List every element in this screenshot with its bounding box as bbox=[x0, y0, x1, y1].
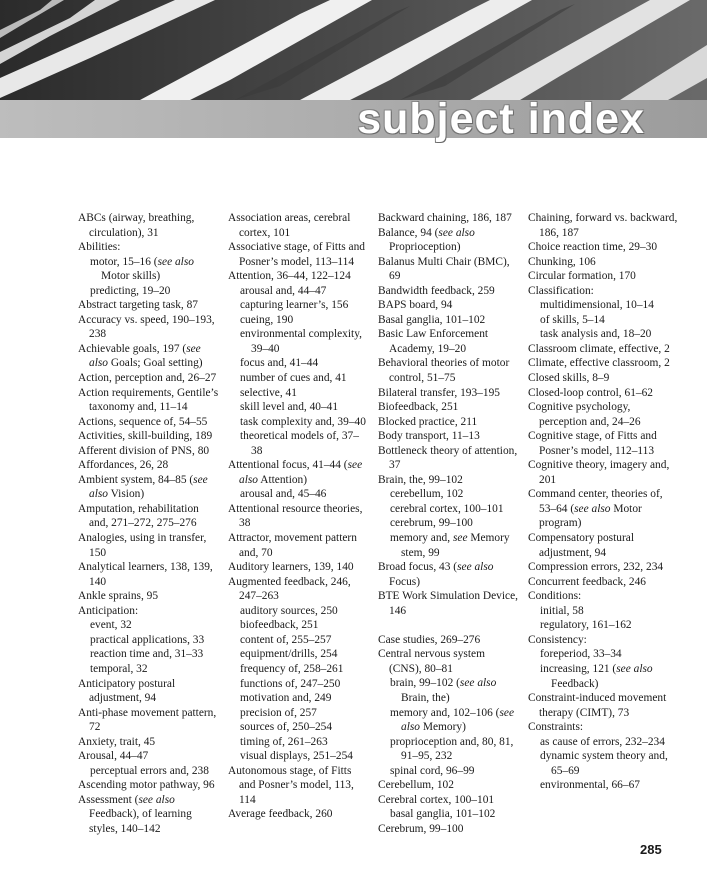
index-entry: Bilateral transfer, 193–195 bbox=[378, 386, 500, 399]
index-entry: Conditions: bbox=[528, 590, 582, 603]
index-subentry: task complexity and, 39–40 bbox=[240, 415, 366, 428]
index-subentry: environmental, 66–67 bbox=[540, 779, 640, 792]
index-entry: Attractor, movement pattern and, 70 bbox=[228, 532, 357, 559]
index-subentry: brain, 99–102 (see also Brain, the) bbox=[390, 677, 497, 704]
index-subentry: number of cues and, 41 bbox=[240, 372, 347, 385]
index-subentry: spinal cord, 96–99 bbox=[390, 764, 475, 777]
index-subentry: precision of, 257 bbox=[240, 706, 317, 719]
index-entry: Cognitive psychology, perception and, 24–26 bbox=[528, 401, 641, 428]
index-entry: Closed skills, 8–9 bbox=[528, 372, 610, 385]
index-entry: Attentional resource theories, 38 bbox=[228, 502, 363, 530]
index-subentry: environmental complexity, 39–40 bbox=[240, 328, 362, 355]
index-entry: Cognitive stage, of Fitts and Posner’s model, 112–113 bbox=[528, 430, 657, 457]
index-subentry: timing of, 261–263 bbox=[240, 735, 328, 748]
index-entry: Attention, 36–44, 122–124 bbox=[228, 270, 351, 283]
index-entry: Blocked practice, 211 bbox=[378, 415, 478, 428]
index-entry: Balance, 94 (see also Proprioception) bbox=[378, 226, 475, 254]
index-entry: Average feedback, 260 bbox=[228, 808, 333, 821]
index-subentry: arousal and, 44–47 bbox=[240, 284, 327, 297]
index-entry: Cognitive theory, imagery and, 201 bbox=[528, 459, 670, 486]
index-entry: ABCs (airway, breathing, circulation), 31 bbox=[78, 212, 195, 239]
index-entry: Classification: bbox=[528, 284, 594, 297]
index-column-1 bbox=[78, 211, 220, 837]
index-entry: Compensatory postural adjustment, 94 bbox=[528, 532, 634, 559]
index-entry: Classroom climate, effective, 2 bbox=[528, 342, 670, 355]
index-subentry: memory and, 102–106 (see also Memory) bbox=[390, 706, 515, 734]
index-entry: Achievable goals, 197 (see also Goals; Goal setting) bbox=[78, 342, 203, 370]
index-entry: BAPS board, 94 bbox=[378, 299, 453, 312]
index-subentry: foreperiod, 33–34 bbox=[540, 648, 622, 661]
index-entry: Circular formation, 170 bbox=[528, 270, 636, 283]
index-entry: Balanus Multi Chair (BMC), 69 bbox=[378, 255, 510, 283]
index-entry: Chaining, forward vs. backward, 186, 187 bbox=[528, 212, 678, 239]
index-entry: Cerebrum, 99–100 bbox=[378, 822, 464, 835]
index-column-3 bbox=[378, 211, 520, 836]
index-subentry: memory and, see Memory stem, 99 bbox=[390, 532, 510, 559]
index-subentry: skill level and, 40–41 bbox=[240, 401, 339, 414]
index-subentry: increasing, 121 (see also Feedback) bbox=[540, 662, 653, 690]
index-entry: Afferent division of PNS, 80 bbox=[78, 444, 210, 457]
index-entry: Anticipation: bbox=[78, 604, 139, 617]
index-subentry: selective, 41 bbox=[240, 386, 297, 399]
index-entry: Bottleneck theory of attention, 37 bbox=[378, 444, 518, 472]
index-entry: Accuracy vs. speed, 190–193, 238 bbox=[78, 313, 215, 341]
index-subentry: proprioception and, 80, 81, 91–95, 232 bbox=[390, 735, 514, 763]
index-subentry: frequency of, 258–261 bbox=[240, 662, 344, 675]
index-entry: Cerebellum, 102 bbox=[378, 779, 454, 792]
index-entry: Abstract targeting task, 87 bbox=[78, 299, 198, 312]
index-entry: Anxiety, trait, 45 bbox=[78, 735, 156, 748]
page-number: 285 bbox=[640, 842, 662, 857]
index-entry: Ascending motor pathway, 96 bbox=[78, 779, 215, 792]
index-subentry: content of, 255–257 bbox=[240, 633, 332, 646]
index-subentry: cerebral cortex, 100–101 bbox=[390, 502, 504, 515]
index-column-2 bbox=[228, 211, 370, 822]
index-entry: Analogies, using in transfer, 150 bbox=[78, 532, 207, 559]
index-entry: Action requirements, Gentile’s taxonomy and, 11–14 bbox=[78, 386, 219, 414]
index-entry: Central nervous system (CNS), 80–81 bbox=[378, 648, 485, 675]
index-entry: BTE Work Simulation Device, 146 bbox=[378, 590, 518, 617]
index-entry: Broad focus, 43 (see also Focus) bbox=[378, 561, 494, 588]
index-subentry: cueing, 190 bbox=[240, 313, 294, 326]
index-entry: Consistency: bbox=[528, 633, 587, 646]
index-subentry: as cause of errors, 232–234 bbox=[540, 735, 665, 748]
index-subentry: auditory sources, 250 bbox=[240, 604, 338, 617]
index-subentry: practical applications, 33 bbox=[90, 633, 205, 646]
index-entry: Body transport, 11–13 bbox=[378, 430, 480, 443]
index-entry: Case studies, 269–276 bbox=[378, 633, 481, 646]
index-subentry: regulatory, 161–162 bbox=[540, 619, 632, 632]
index-entry: Constraint-induced movement therapy (CIMT), 73 bbox=[528, 692, 667, 719]
index-entry: Ambient system, 84–85 (see also Vision) bbox=[78, 473, 208, 501]
index-entry: Biofeedback, 251 bbox=[378, 401, 459, 414]
index-entry: Command center, theories of, 53–64 (see also Motor program) bbox=[528, 488, 663, 530]
index-subentry: perceptual errors and, 238 bbox=[90, 764, 209, 777]
index-entry: Attentional focus, 41–44 (see also Attention) bbox=[228, 459, 363, 486]
index-entry: Chunking, 106 bbox=[528, 255, 596, 268]
index-entry: Anti-phase movement pattern, 72 bbox=[78, 706, 217, 734]
index-entry: Augmented feedback, 246, 247–263 bbox=[228, 575, 351, 603]
index-subentry: arousal and, 45–46 bbox=[240, 488, 327, 501]
index-entry: Autonomous stage, of Fitts and Posner’s model, 113, 114 bbox=[228, 764, 354, 806]
index-subentry: task analysis and, 18–20 bbox=[540, 328, 652, 341]
index-subentry: multidimensional, 10–14 bbox=[540, 299, 654, 312]
index-entry: Basic Law Enforcement Academy, 19–20 bbox=[378, 328, 489, 355]
index-entry: Ankle sprains, 95 bbox=[78, 590, 159, 603]
index-entry: Amputation, rehabilitation and, 271–272, 275–276 bbox=[78, 502, 199, 530]
index-subentry: predicting, 19–20 bbox=[90, 284, 171, 297]
index-subentry: motivation and, 249 bbox=[240, 692, 332, 705]
index-subentry: initial, 58 bbox=[540, 604, 584, 617]
index-entry: Arousal, 44–47 bbox=[78, 750, 149, 763]
index-entry: Abilities: bbox=[78, 241, 121, 254]
index-entry: Behavioral theories of motor control, 51–75 bbox=[378, 357, 510, 385]
index-entry: Constraints: bbox=[528, 721, 584, 734]
page-title: subject index bbox=[357, 95, 645, 143]
index-subentry: dynamic system theory and, 65–69 bbox=[540, 750, 668, 777]
index-subentry: basal ganglia, 101–102 bbox=[390, 808, 496, 821]
index-subentry: temporal, 32 bbox=[90, 662, 148, 675]
index-entry: Associative stage, of Fitts and Posner’s model, 113–114 bbox=[228, 241, 365, 268]
index-entry: Association areas, cerebral cortex, 101 bbox=[228, 212, 351, 239]
index-entry: Compression errors, 232, 234 bbox=[528, 561, 664, 574]
index-entry: Action, perception and, 26–27 bbox=[78, 372, 217, 385]
index-entry: Assessment (see also Feedback), of learning styles, 140–142 bbox=[78, 793, 192, 835]
index-subentry: reaction time and, 31–33 bbox=[90, 648, 204, 661]
index-subentry: cerebellum, 102 bbox=[390, 488, 464, 501]
index-entry: Concurrent feedback, 246 bbox=[528, 575, 646, 588]
index-subentry: motor, 15–16 (see also Motor skills) bbox=[90, 255, 194, 283]
index-subentry: cerebrum, 99–100 bbox=[390, 517, 473, 530]
header-photo-banner bbox=[0, 0, 707, 100]
index-entry: Climate, effective classroom, 2 bbox=[528, 357, 670, 370]
index-subentry: visual displays, 251–254 bbox=[240, 750, 353, 763]
index-entry: Anticipatory postural adjustment, 94 bbox=[78, 677, 176, 705]
index-entry: Bandwidth feedback, 259 bbox=[378, 284, 495, 297]
index-entry: Activities, skill-building, 189 bbox=[78, 430, 213, 443]
index-entry: Choice reaction time, 29–30 bbox=[528, 241, 658, 254]
index-subentry: equipment/drills, 254 bbox=[240, 648, 338, 661]
index-entry: Closed-loop control, 61–62 bbox=[528, 386, 653, 399]
index-subentry: event, 32 bbox=[90, 619, 132, 632]
index-subentry: functions of, 247–250 bbox=[240, 677, 341, 690]
index-subentry: capturing learner’s, 156 bbox=[240, 299, 349, 312]
index-column-4 bbox=[528, 211, 678, 793]
index-entry: Brain, the, 99–102 bbox=[378, 473, 463, 486]
index-entry: Actions, sequence of, 54–55 bbox=[78, 415, 208, 428]
index-entry: Affordances, 26, 28 bbox=[78, 459, 169, 472]
index-subentry: biofeedback, 251 bbox=[240, 619, 319, 632]
index-subentry: theoretical models of, 37–38 bbox=[240, 430, 359, 457]
index-entry: Basal ganglia, 101–102 bbox=[378, 313, 486, 326]
striped-photo-image bbox=[0, 0, 707, 100]
index-entry: Cerebral cortex, 100–101 bbox=[378, 793, 495, 806]
index-subentry: focus and, 41–44 bbox=[240, 357, 319, 370]
index-subentry: sources of, 250–254 bbox=[240, 721, 333, 734]
index-subentry: of skills, 5–14 bbox=[540, 313, 605, 326]
index-entry: Auditory learners, 139, 140 bbox=[228, 561, 354, 574]
index-entry: Backward chaining, 186, 187 bbox=[378, 212, 512, 224]
index-entry: Analytical learners, 138, 139, 140 bbox=[78, 561, 213, 588]
